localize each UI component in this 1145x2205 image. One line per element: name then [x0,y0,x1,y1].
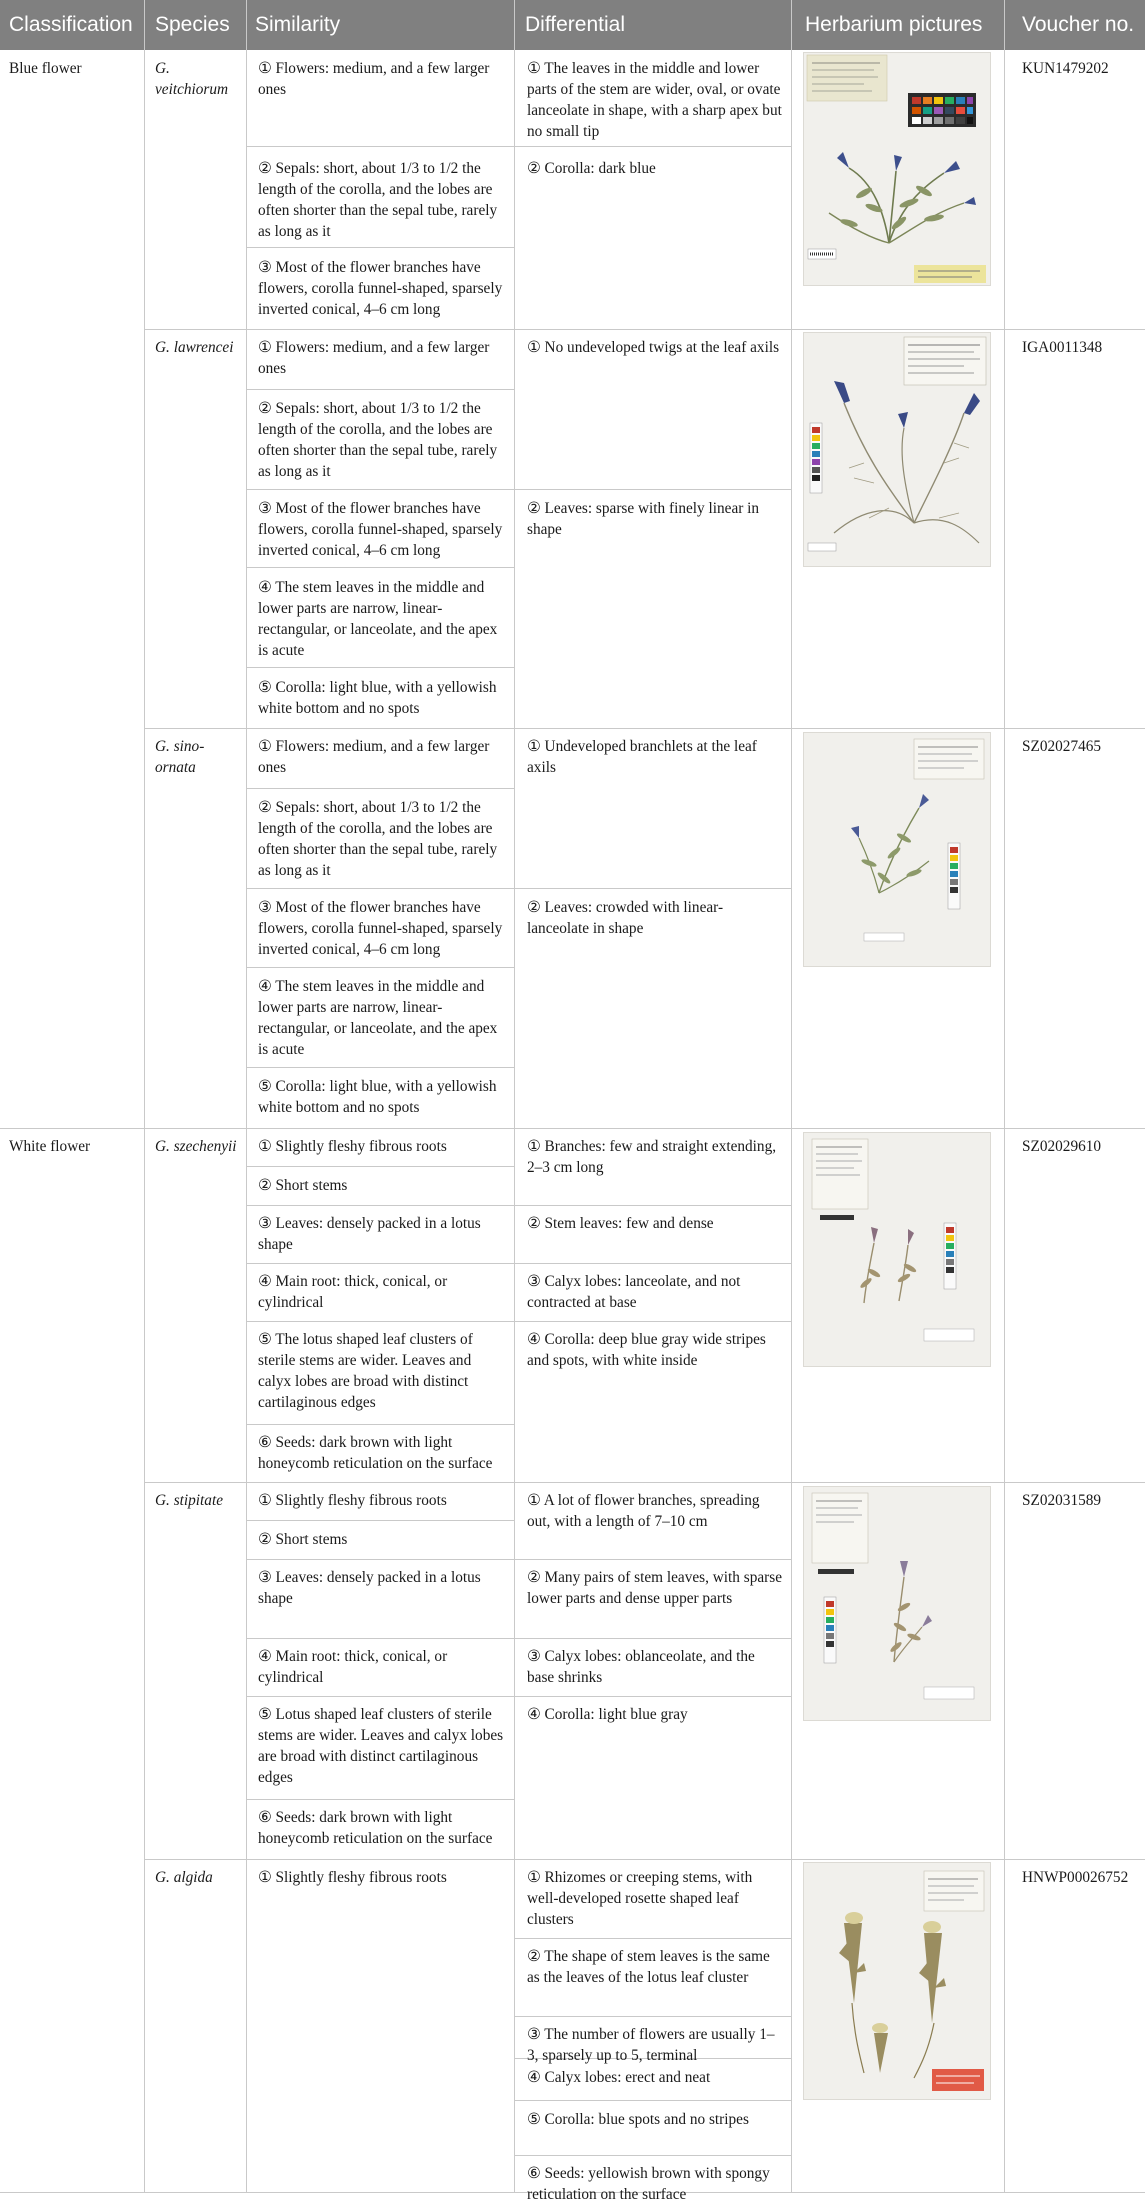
similarity-item: ① Slightly fleshy fibrous roots [258,1138,447,1155]
differential-item: ③ The number of flowers are usually 1–3, sparsely up to 5, terminal [527,2026,775,2064]
species-name: G. veitchiorum [155,60,229,98]
similarity-item: ④ The stem leaves in the middle and lower parts are narrow, linear-rectangular, or lanceolate, and the apex is acute [258,978,498,1058]
similarity-item: ③ Leaves: densely packed in a lotus shape [258,1215,481,1253]
header-species: Species [155,13,230,36]
differential-item: ② Many pairs of stem leaves, with sparse lower parts and dense upper parts [527,1569,783,1607]
voucher-number: IGA0011348 [1022,339,1103,356]
similarity-item: ⑤ Corolla: light blue, with a yellowish white bottom and no spots [258,1078,497,1116]
differential-item: ① Undeveloped branchlets at the leaf axils [527,738,757,776]
similarity-item: ② Sepals: short, about 1/3 to 1/2 the length of the corolla, and the lobes are often shorter than the sepal tube, rarely as long as it [258,799,498,879]
differential-item: ① The leaves in the middle and lower parts of the stem are wider, oval, or ovate lanceolate in shape, with a sharp apex but no small tip [527,60,782,140]
similarity-item: ③ Most of the flower branches have flowers, corolla funnel-shaped, sparsely inverted conical, 4–6 cm long [258,259,503,318]
species-name: G. szechenyii [155,1138,237,1155]
species-name: G. algida [155,1869,213,1886]
species-name: G. sino-ornata [155,738,205,776]
similarity-item: ④ The stem leaves in the middle and lower parts are narrow, linear-rectangular, or lanceolate, and the apex is acute [258,579,498,659]
voucher-number: SZ02027465 [1022,738,1102,755]
similarity-item: ⑤ Corolla: light blue, with a yellowish white bottom and no spots [258,679,497,717]
voucher-number: SZ02031589 [1022,1492,1102,1509]
species-name: G. stipitate [155,1492,223,1509]
similarity-item: ② Sepals: short, about 1/3 to 1/2 the length of the corolla, and the lobes are often shorter than the sepal tube, rarely as long as it [258,400,498,480]
voucher-number: HNWP00026752 [1022,1869,1129,1886]
similarity-item: ① Slightly fleshy fibrous roots [258,1492,447,1509]
species-name: G. lawrencei [155,339,234,356]
differential-item: ⑥ Seeds: yellowish brown with spongy reticulation on the surface [527,2165,770,2203]
similarity-item: ⑥ Seeds: dark brown with light honeycomb reticulation on the surface [258,1434,493,1472]
similarity-item: ③ Most of the flower branches have flowers, corolla funnel-shaped, sparsely inverted conical, 4–6 cm long [258,500,503,559]
similarity-item: ⑤ Lotus shaped leaf clusters of sterile stems are wider. Leaves and calyx lobes are broad with distinct cartilaginous edges [258,1706,504,1786]
table-header [0,0,1145,50]
herbarium-specimen-image [804,1863,990,2099]
similarity-item: ② Short stems [258,1531,348,1548]
herbarium-specimen-image [804,1133,990,1366]
differential-item: ① Rhizomes or creeping stems, with well-developed rosette shaped leaf clusters [527,1869,753,1928]
differential-item: ② Corolla: dark blue [527,160,656,177]
similarity-item: ① Flowers: medium, and a few larger ones [258,738,490,776]
voucher-number: KUN1479202 [1022,60,1109,77]
differential-item: ② The shape of stem leaves is the same as the leaves of the lotus leaf cluster [527,1948,770,1986]
similarity-item: ③ Most of the flower branches have flowers, corolla funnel-shaped, sparsely inverted conical, 4–6 cm long [258,899,503,958]
differential-item: ④ Calyx lobes: erect and neat [527,2069,711,2086]
header-differential: Differential [525,13,625,36]
differential-item: ① No undeveloped twigs at the leaf axils [527,339,780,356]
differential-item: ④ Corolla: deep blue gray wide stripes and spots, with white inside [527,1331,766,1369]
similarity-item: ① Flowers: medium, and a few larger ones [258,60,490,98]
similarity-item: ③ Leaves: densely packed in a lotus shape [258,1569,481,1607]
header-similarity: Similarity [255,13,341,36]
herbarium-specimen-image [804,1487,990,1720]
differential-item: ⑤ Corolla: blue spots and no stripes [527,2111,749,2128]
similarity-item: ⑤ The lotus shaped leaf clusters of sterile stems are wider. Leaves and calyx lobes are broad with distinct cartilaginous edges [258,1331,473,1411]
differential-item: ② Leaves: sparse with finely linear in shape [527,500,760,538]
similarity-item: ① Slightly fleshy fibrous roots [258,1869,447,1886]
differential-item: ① Branches: few and straight extending, 2–3 cm long [527,1138,777,1176]
similarity-item: ④ Main root: thick, conical, or cylindrical [258,1648,448,1686]
differential-item: ② Stem leaves: few and dense [527,1215,714,1232]
differential-item: ③ Calyx lobes: oblanceolate, and the base shrinks [527,1648,755,1686]
differential-item: ② Leaves: crowded with linear-lanceolate in shape [527,899,724,937]
herbarium-specimen-image [804,733,990,966]
herbarium-specimen-image [804,333,990,566]
similarity-item: ④ Main root: thick, conical, or cylindrical [258,1273,448,1311]
classification-blue-flower: Blue flower [9,60,82,77]
differential-item: ④ Corolla: light blue gray [527,1706,688,1723]
herbarium-specimen-image [804,53,990,285]
similarity-item: ① Flowers: medium, and a few larger ones [258,339,490,377]
differential-item: ① A lot of flower branches, spreading out, with a length of 7–10 cm [527,1492,760,1530]
header-herbarium-pictures: Herbarium pictures [805,13,983,36]
similarity-item: ② Short stems [258,1177,348,1194]
header-classification: Classification [9,13,133,36]
similarity-item: ② Sepals: short, about 1/3 to 1/2 the length of the corolla, and the lobes are often shorter than the sepal tube, rarely as long as it [258,160,498,240]
similarity-item: ⑥ Seeds: dark brown with light honeycomb reticulation on the surface [258,1809,493,1847]
header-voucher: Voucher no. [1022,13,1135,36]
classification-white-flower: White flower [9,1138,91,1155]
voucher-number: SZ02029610 [1022,1138,1102,1155]
differential-item: ③ Calyx lobes: lanceolate, and not contracted at base [527,1273,741,1311]
